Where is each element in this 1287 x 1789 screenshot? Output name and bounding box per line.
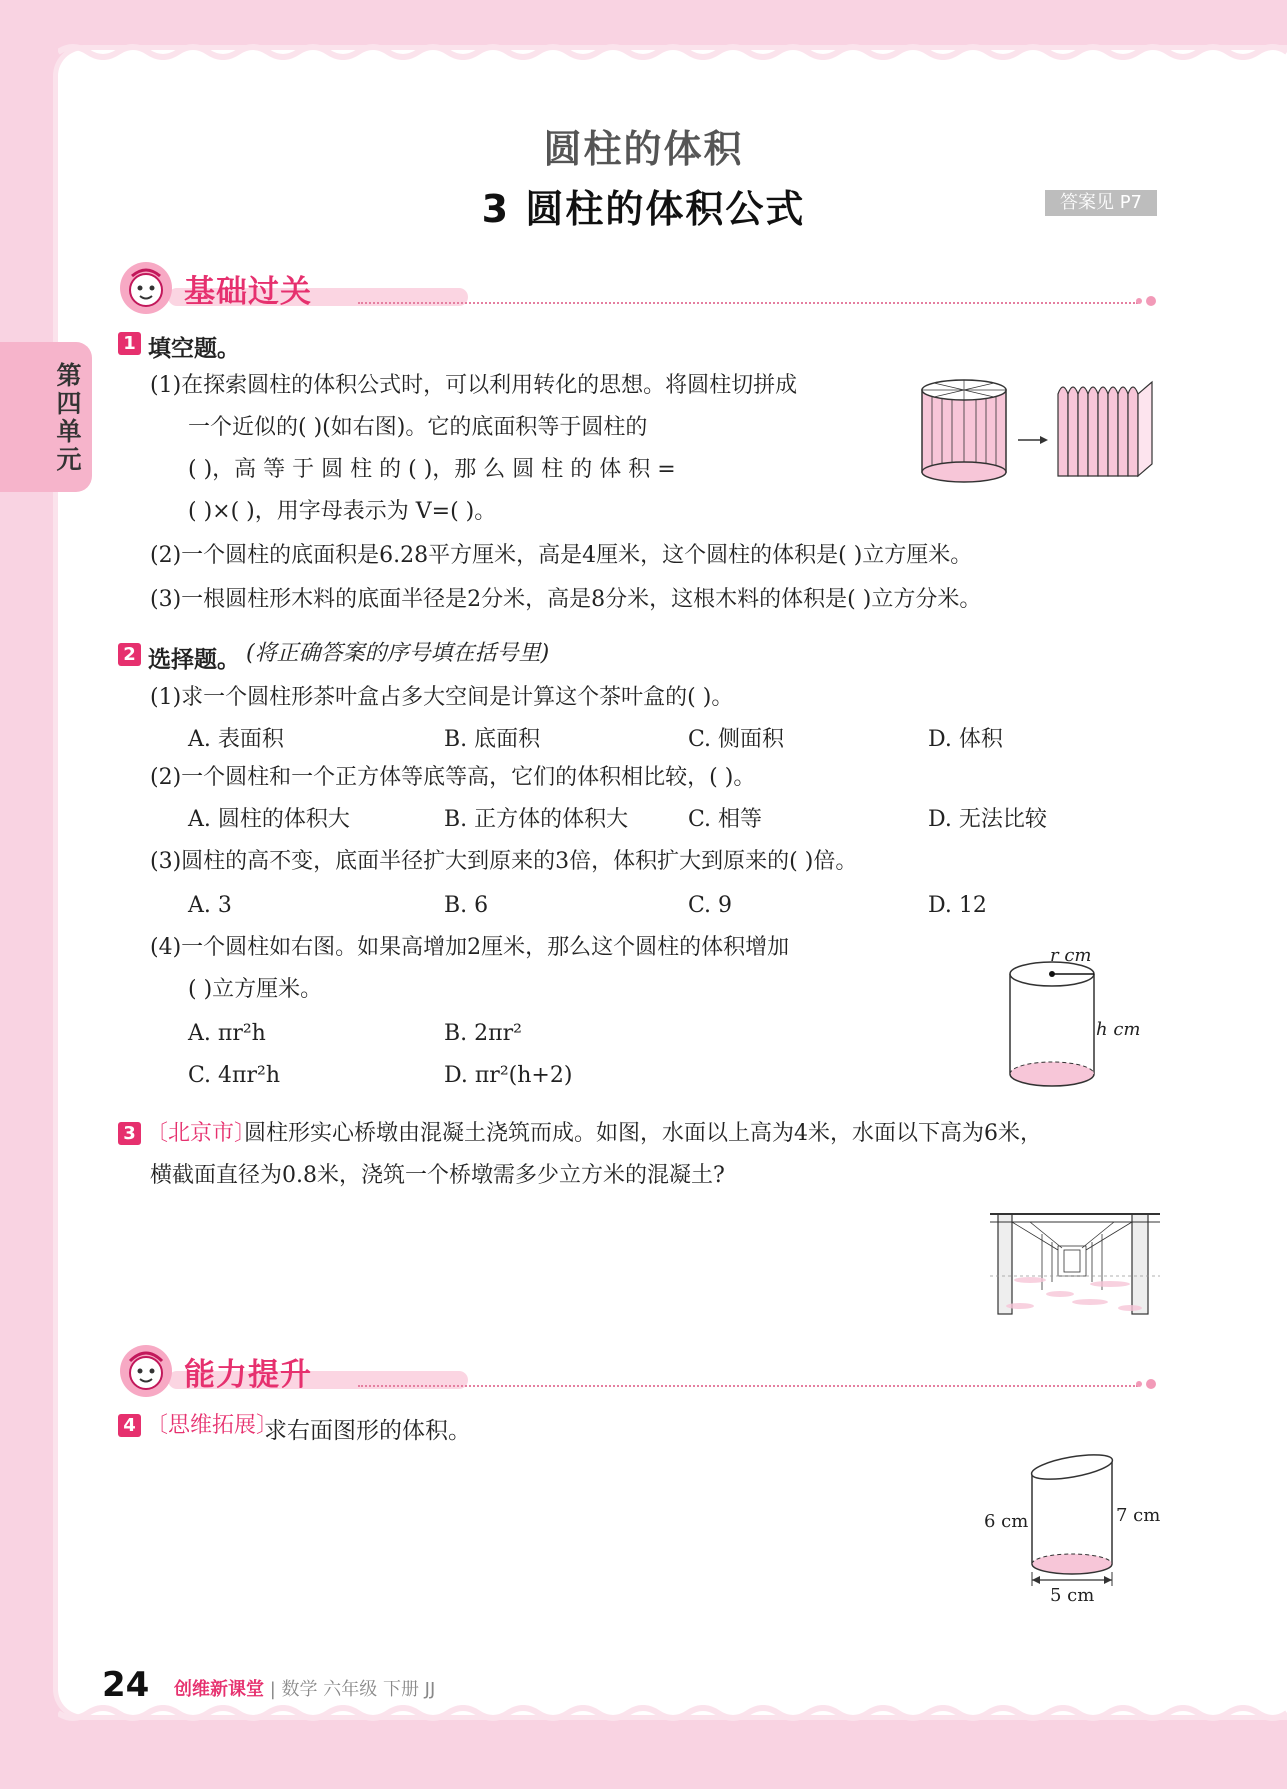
q2-4-stem-2: ( )立方厘米。: [188, 977, 323, 1002]
mascot-icon: [118, 260, 174, 316]
q2-4-option-a: A. πr²h: [188, 1021, 266, 1046]
q1-line-4: ( )×( )，用字母表示为 V=( )。: [188, 499, 497, 524]
question-title-1: 填空题。: [148, 336, 240, 362]
q2-1-stem: (1)求一个圆柱形茶叶盒占多大空间是计算这个茶叶盒的( )。: [150, 685, 734, 710]
question-3-tag: 〔北京市〕: [146, 1121, 257, 1146]
label-right-height: 7 cm: [1116, 1505, 1161, 1526]
label-r: r cm: [1050, 945, 1092, 966]
unit-side-tab: [0, 342, 92, 492]
q1-line-2: 一个近似的( )(如右图)。它的底面积等于圆柱的: [188, 415, 648, 440]
q2-2-option-b: B. 正方体的体积大: [444, 807, 629, 832]
q1-line-5: (2)一个圆柱的底面积是6.28平方厘米，高是4厘米，这个圆柱的体积是( )立方厘米。: [150, 543, 973, 568]
q1-line-1: (1)在探索圆柱的体积公式时，可以利用转化的思想。将圆柱切拼成: [150, 373, 798, 398]
section-divider: [358, 302, 1138, 304]
q2-2-stem: (2)一个圆柱和一个正方体等底等高，它们的体积相比较，( )。: [150, 765, 756, 790]
q3-line-2: 横截面直径为0.8米，浇筑一个桥墩需多少立方米的混凝土?: [150, 1163, 725, 1188]
q2-4-option-d: D. πr²(h+2): [444, 1063, 573, 1088]
q2-3-option-a: A. 3: [188, 893, 232, 918]
dots-icon: [1134, 1377, 1158, 1391]
answer-reference-badge: 答案见 P7: [1045, 190, 1157, 216]
footer-details: | 数学 六年级 下册 JJ: [269, 1679, 436, 1700]
q1-line-6: (3)一根圆柱形木料的底面半径是2分米，高是8分米，这根木料的体积是( )立方分米。: [150, 587, 982, 612]
footer-info: [174, 1675, 435, 1701]
cylinder-to-cuboid-figure: [918, 372, 1170, 492]
section-basic-header: [118, 260, 1158, 316]
q2-3-option-b: B. 6: [444, 893, 489, 918]
q4-text: 求右面图形的体积。: [264, 1418, 471, 1444]
section-divider: [358, 1385, 1138, 1387]
question-number-1: 1: [118, 332, 141, 355]
question-number-3: 3: [118, 1122, 141, 1145]
page-subtitle: 3 圆柱的体积公式: [481, 187, 806, 231]
dots-icon: [1134, 294, 1158, 308]
label-diameter: 5 cm: [1050, 1585, 1095, 1606]
q2-4-option-c: C. 4πr²h: [188, 1063, 280, 1088]
unit-tab-label: 第四单元: [56, 361, 82, 474]
q2-3-option-c: C. 9: [688, 893, 733, 918]
q2-1-option-a: A. 表面积: [188, 727, 284, 752]
page-number: 24: [102, 1665, 150, 1705]
top-wave-border: [58, 40, 1287, 60]
q2-1-option-b: B. 底面积: [444, 727, 541, 752]
q2-2-option-d: D. 无法比较: [928, 807, 1047, 832]
q1-line-3: ( )，高 等 于 圆 柱 的 ( )，那 么 圆 柱 的 体 积 =: [188, 457, 676, 482]
q2-4-option-b: B. 2πr²: [444, 1021, 522, 1046]
question-number-2: 2: [118, 643, 141, 666]
section-advanced-header: [118, 1343, 1158, 1399]
q2-1-option-d: D. 体积: [928, 727, 1003, 752]
mascot-icon: [118, 1343, 174, 1399]
q2-3-option-d: D. 12: [928, 893, 987, 918]
footer-brand: 创维新课堂: [174, 1679, 264, 1700]
question-2-note: (将正确答案的序号填在括号里): [246, 641, 550, 666]
q2-2-option-a: A. 圆柱的体积大: [188, 807, 350, 832]
label-h: h cm: [1096, 1019, 1141, 1040]
question-title-2: 选择题。: [148, 647, 240, 673]
q2-2-option-c: C. 相等: [688, 807, 763, 832]
bottom-wave-border: [58, 1705, 1287, 1725]
section-title-advanced: 能力提升: [184, 1357, 312, 1393]
question-number-4: 4: [118, 1414, 141, 1437]
label-left-height: 6 cm: [984, 1511, 1029, 1532]
bridge-pier-figure: [990, 1210, 1160, 1320]
page-title: 圆柱的体积: [543, 127, 744, 171]
section-title-basic: 基础过关: [184, 274, 312, 310]
q2-3-stem: (3)圆柱的高不变，底面半径扩大到原来的3倍，体积扩大到原来的( )倍。: [150, 849, 858, 874]
q2-4-stem: (4)一个圆柱如右图。如果高增加2厘米，那么这个圆柱的体积增加: [150, 935, 790, 960]
q3-line-1: 圆柱形实心桥墩由混凝土浇筑而成。如图，水面以上高为4米，水面以下高为6米，: [244, 1121, 1042, 1146]
question-4-tag: 〔思维拓展〕: [146, 1413, 279, 1438]
q2-1-option-c: C. 侧面积: [688, 727, 785, 752]
